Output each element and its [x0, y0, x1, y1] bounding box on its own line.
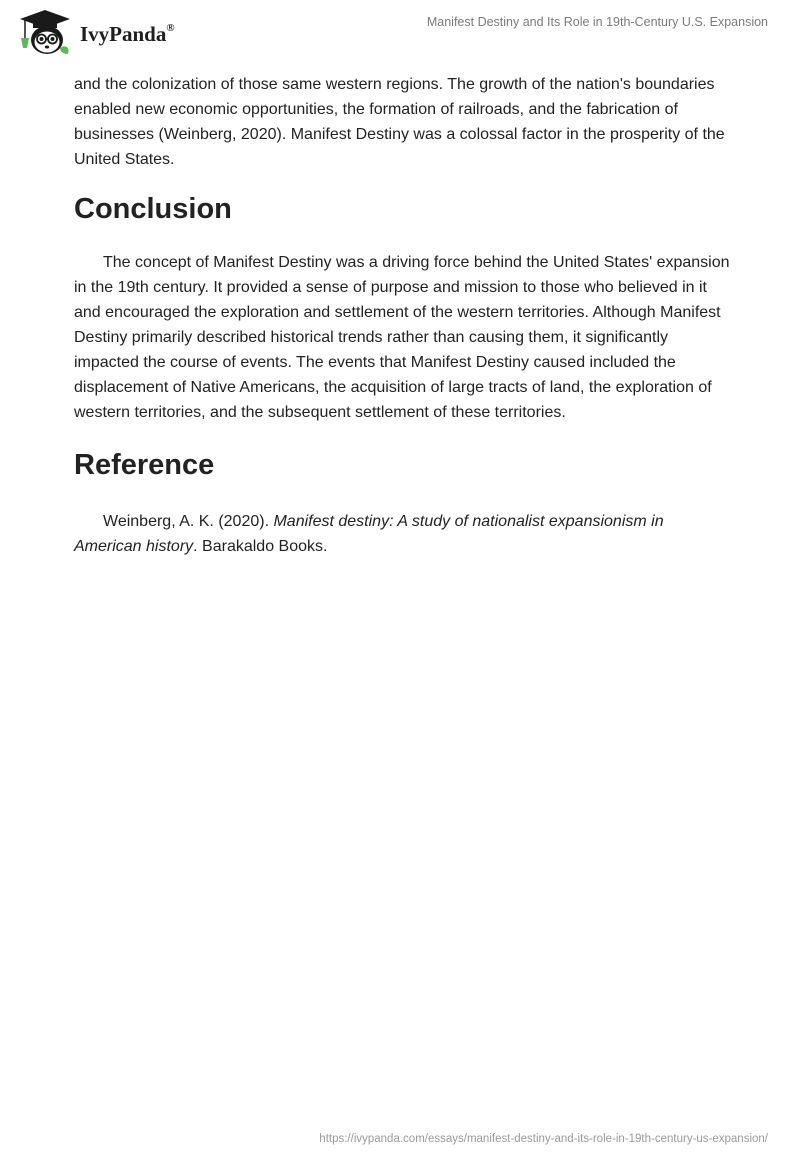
document-body: [74, 72, 734, 559]
page-header: [0, 0, 800, 64]
intro-paragraph: and the colonization of those same western regions. The growth of the nation's boundaries enabled new economic opportunities, the formation of railroads, and the fabrication of businesses (Weinberg, 2020). Manifest Destiny was a colossal factor in the prosperity of the United States.: [74, 76, 725, 168]
panda-graduate-icon: [16, 8, 74, 58]
reference-authors-year: Weinberg, A. K. (2020).: [103, 513, 274, 530]
reference-publisher: . Barakaldo Books.: [193, 538, 328, 555]
conclusion-heading: Conclusion: [74, 193, 232, 225]
conclusion-paragraph: The concept of Manifest Destiny was a driving force behind the United States' expansion in the 19th century. It provided a sense of purpose and mission to those who believed in it and encouraged the exploration and settlement of the western territories. Although Manifest Destiny primarily described historical trends rather than causing them, it significantly impacted the course of events. The events that Manifest Destiny caused included the displacement of Native Americans, the acquisition of large tracts of land, the exploration of western territories, and the subsequent settlement of these territories.: [74, 254, 730, 421]
reference-heading: Reference: [74, 449, 215, 481]
brand-name: IvyPanda®: [80, 21, 175, 46]
ivypanda-logo[interactable]: [16, 8, 216, 58]
reference-entry: [74, 509, 734, 559]
document-title: Manifest Destiny and Its Role in 19th-Century U.S. Expansion: [426, 15, 768, 29]
reference-title: Manifest destiny: A study of nationalist expansionism in American history: [74, 513, 664, 555]
source-url[interactable]: https://ivypanda.com/essays/manifest-destiny-and-its-role-in-19th-century-us-expansion/: [319, 1133, 768, 1145]
